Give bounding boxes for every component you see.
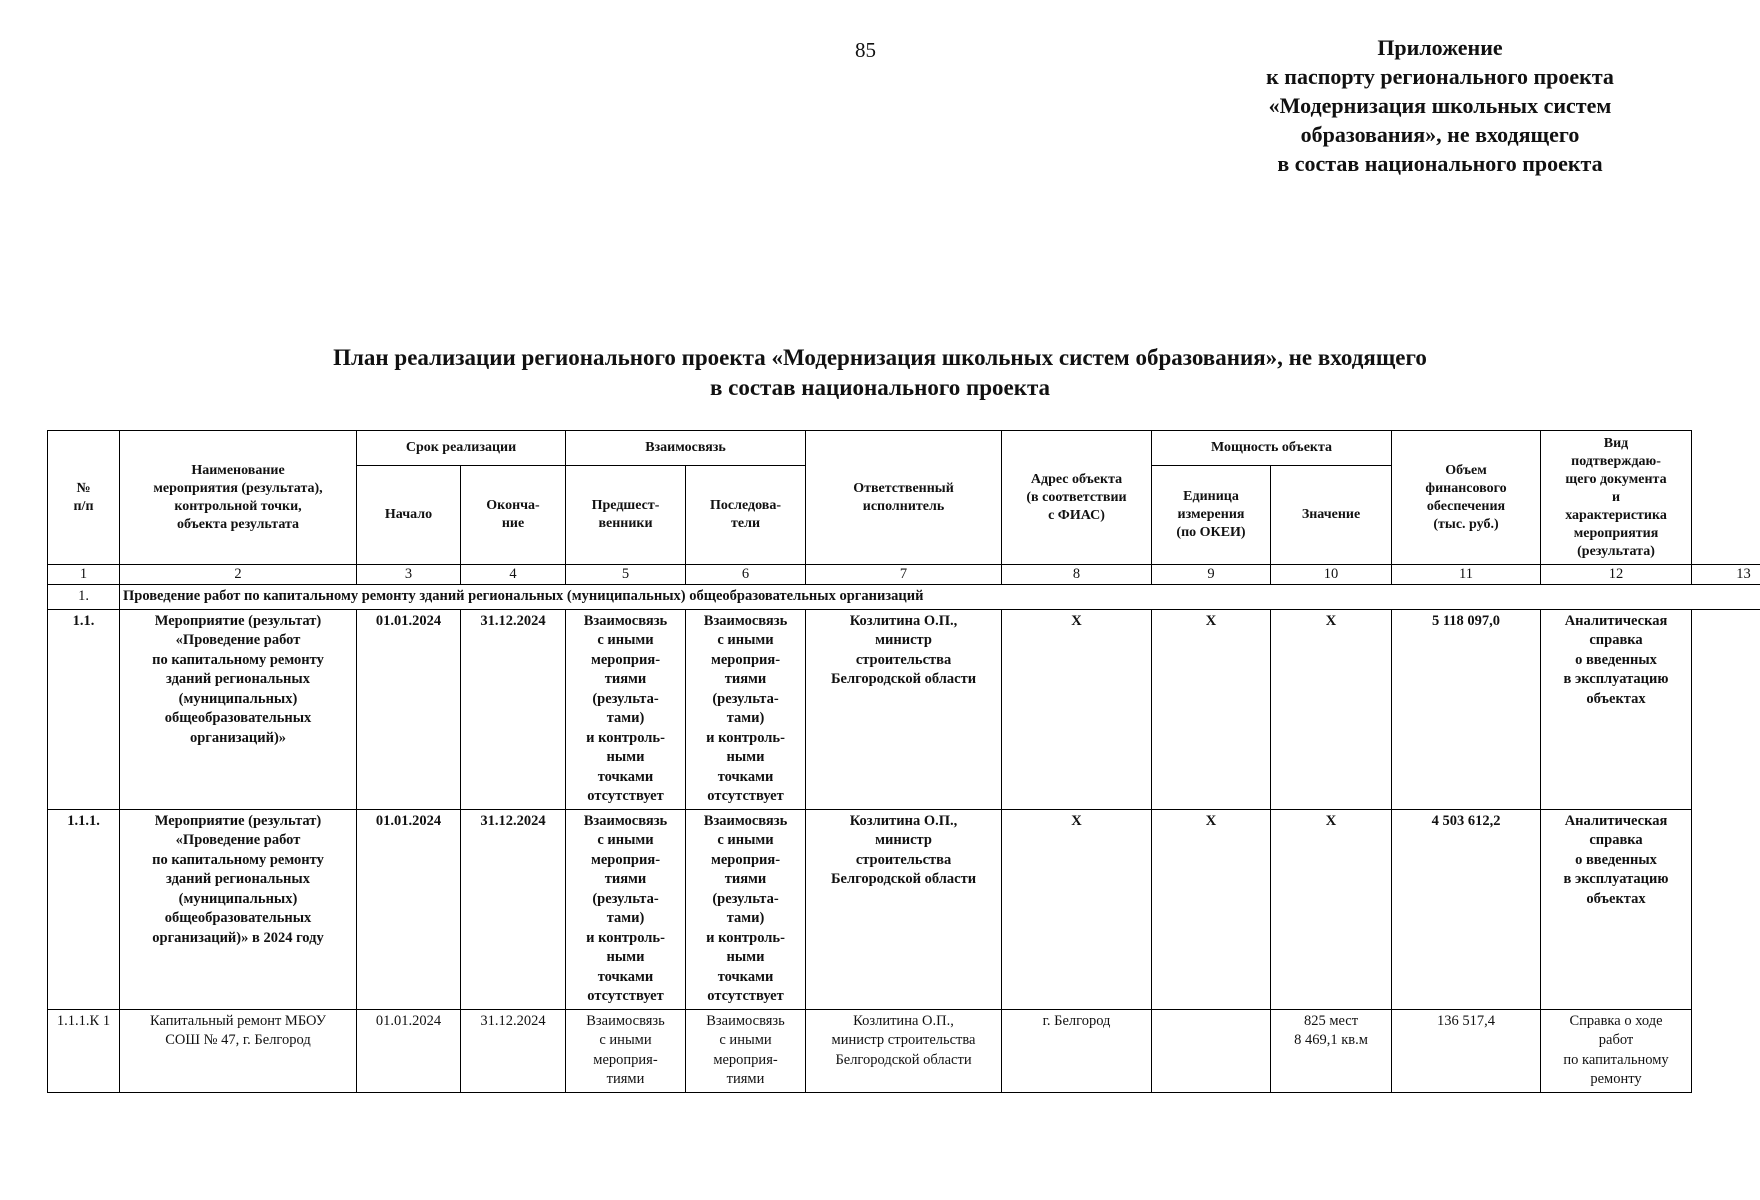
row-doc: Справка о ходе работ по капитальному ремонту xyxy=(1541,1009,1692,1092)
table-row xyxy=(48,1009,1760,1092)
row-end: 31.12.2024 xyxy=(461,809,566,1009)
header-end: Оконча- ние xyxy=(461,466,566,565)
row-name: Мероприятие (результат) «Проведение работ по капитальному ремонту зданий региональных (муниципальных) общеобразовательных организаций)» в 2024 году xyxy=(120,809,357,1009)
column-number: 12 xyxy=(1541,565,1692,585)
row-executor: Козлитина О.П., министр строительства Белгородской области xyxy=(806,809,1002,1009)
column-number: 4 xyxy=(461,565,566,585)
header-unit: Единица измерения (по ОКЕИ) xyxy=(1152,466,1271,565)
row-name: Капитальный ремонт МБОУ СОШ № 47, г. Белгород xyxy=(120,1009,357,1092)
row-name: Мероприятие (результат) «Проведение работ по капитальному ремонту зданий региональных (муниципальных) общеобразовательных организаций)» xyxy=(120,609,357,809)
plan-table xyxy=(47,430,1760,1093)
row-successors: Взаимосвязь с иными мероприя- тиями (результа- тами) и контроль- ными точками отсутствует xyxy=(686,609,806,809)
row-predecessors: Взаимосвязь с иными мероприя- тиями (результа- тами) и контроль- ными точками отсутствует xyxy=(566,809,686,1009)
row-start: 01.01.2024 xyxy=(357,609,461,809)
row-value: X xyxy=(1271,809,1392,1009)
header-executor: Ответственный исполнитель xyxy=(806,431,1002,565)
row-start: 01.01.2024 xyxy=(357,809,461,1009)
header-capacity: Мощность объекта xyxy=(1152,431,1392,466)
plan-title xyxy=(180,343,1580,403)
row-finance: 136 517,4 xyxy=(1392,1009,1541,1092)
appendix-line: Приложение xyxy=(1377,35,1503,60)
row-unit xyxy=(1152,1009,1271,1092)
appendix-header xyxy=(1215,33,1665,178)
row-executor: Козлитина О.П., министр строительства Белгородской области xyxy=(806,609,1002,809)
column-number: 1 xyxy=(48,565,120,585)
header-num: № п/п xyxy=(48,431,120,565)
section-num: 1. xyxy=(48,585,120,610)
header-doc: Вид подтверждаю- щего документа и характеристика мероприятия (результата) xyxy=(1541,431,1692,565)
row-unit: X xyxy=(1152,609,1271,809)
row-num: 1.1. xyxy=(48,609,120,809)
row-end: 31.12.2024 xyxy=(461,1009,566,1092)
header-predecessors: Предшест- венники xyxy=(566,466,686,565)
appendix-line: образования», не входящего xyxy=(1300,122,1580,147)
column-number: 13 xyxy=(1692,565,1760,585)
row-doc: Аналитическая справка о введенных в эксплуатацию объектах xyxy=(1541,609,1692,809)
column-number: 10 xyxy=(1271,565,1392,585)
row-value: X xyxy=(1271,609,1392,809)
header-value: Значение xyxy=(1271,466,1392,565)
row-unit: X xyxy=(1152,809,1271,1009)
column-number-row xyxy=(48,565,1760,585)
row-finance: 4 503 612,2 xyxy=(1392,809,1541,1009)
table-row xyxy=(48,809,1760,1009)
column-number: 11 xyxy=(1392,565,1541,585)
row-end: 31.12.2024 xyxy=(461,609,566,809)
column-number: 5 xyxy=(566,565,686,585)
section-row xyxy=(48,585,1760,610)
row-address: X xyxy=(1002,609,1152,809)
header-finance: Объем финансового обеспечения (тыс. руб.) xyxy=(1392,431,1541,565)
appendix-line: к паспорту регионального проекта xyxy=(1266,64,1614,89)
appendix-line: «Модернизация школьных систем xyxy=(1268,93,1612,118)
section-title: Проведение работ по капитальному ремонту зданий региональных (муниципальных) общеобразовательных организаций xyxy=(120,585,1760,610)
column-number: 7 xyxy=(806,565,1002,585)
column-number: 6 xyxy=(686,565,806,585)
row-doc: Аналитическая справка о введенных в эксплуатацию объектах xyxy=(1541,809,1692,1009)
column-number: 3 xyxy=(357,565,461,585)
row-finance: 5 118 097,0 xyxy=(1392,609,1541,809)
header-relation: Взаимосвязь xyxy=(566,431,806,466)
row-num: 1.1.1.К 1 xyxy=(48,1009,120,1092)
header-name: Наименование мероприятия (результата), контрольной точки, объекта результата xyxy=(120,431,357,565)
row-successors: Взаимосвязь с иными мероприя- тиями xyxy=(686,1009,806,1092)
column-number: 9 xyxy=(1152,565,1271,585)
row-predecessors: Взаимосвязь с иными мероприя- тиями xyxy=(566,1009,686,1092)
plan-title-line: План реализации регионального проекта «Модернизация школьных систем образования», не входящего xyxy=(333,345,1427,370)
row-successors: Взаимосвязь с иными мероприя- тиями (результа- тами) и контроль- ными точками отсутствует xyxy=(686,809,806,1009)
row-predecessors: Взаимосвязь с иными мероприя- тиями (результа- тами) и контроль- ными точками отсутствует xyxy=(566,609,686,809)
row-executor: Козлитина О.П., министр строительства Белгородской области xyxy=(806,1009,1002,1092)
column-number: 8 xyxy=(1002,565,1152,585)
column-number: 2 xyxy=(120,565,357,585)
table-row xyxy=(48,609,1760,809)
row-start: 01.01.2024 xyxy=(357,1009,461,1092)
header-term: Срок реализации xyxy=(357,431,566,466)
page-number: 85 xyxy=(855,38,876,62)
row-address: X xyxy=(1002,809,1152,1009)
header-start: Начало xyxy=(357,466,461,565)
row-value: 825 мест 8 469,1 кв.м xyxy=(1271,1009,1392,1092)
header-successors: Последова- тели xyxy=(686,466,806,565)
header-address: Адрес объекта (в соответствии с ФИАС) xyxy=(1002,431,1152,565)
row-address: г. Белгород xyxy=(1002,1009,1152,1092)
plan-title-line: в состав национального проекта xyxy=(709,375,1051,400)
appendix-line: в состав национального проекта xyxy=(1277,151,1603,176)
row-num: 1.1.1. xyxy=(48,809,120,1009)
